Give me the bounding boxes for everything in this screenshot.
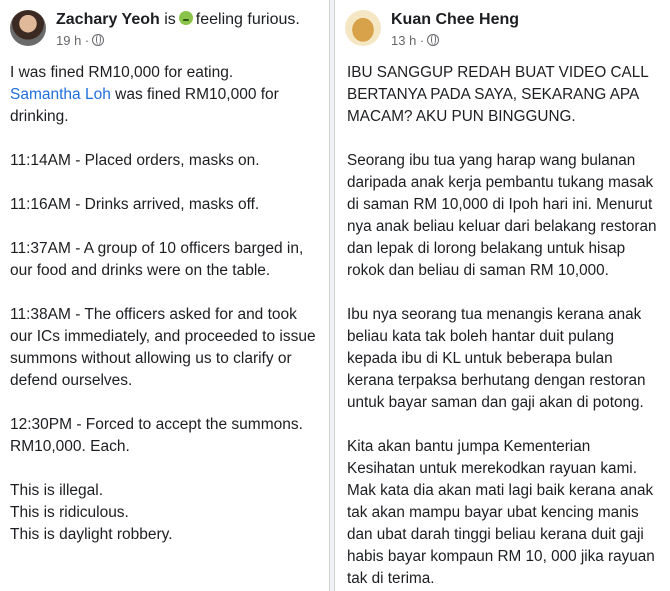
paragraph — [10, 238, 322, 282]
text-line: Kita akan bantu jumpa Kementerian — [347, 438, 591, 455]
text-line: This is daylight robbery. — [10, 526, 173, 543]
paragraph — [10, 150, 322, 172]
paragraph — [10, 304, 322, 392]
furious-face-emoji-icon — [179, 11, 193, 25]
text-line: drinking. — [10, 108, 69, 125]
text-line: 11:14AM - Placed orders, masks on. — [10, 152, 260, 169]
text-fragment: was fined RM10,000 for — [110, 86, 279, 103]
paragraph — [10, 194, 322, 216]
post-time[interactable]: 19 h · — [56, 33, 90, 48]
tagged-user-link[interactable]: Samantha Loh — [10, 86, 111, 103]
text-line: 11:16AM - Drinks arrived, masks off. — [10, 196, 260, 213]
post-meta — [56, 33, 104, 48]
text-line: daripada anak kerja pembantu tukang masak — [347, 174, 654, 191]
post-body — [10, 62, 322, 546]
text-line: BERTANYA PADA SAYA, SEKARANG APA — [347, 86, 640, 103]
post-body — [347, 62, 665, 590]
text-line: untuk bayar saman dan gaji akan di potong. — [347, 394, 644, 411]
post-meta — [391, 33, 439, 48]
text-line: our ICs immediately, and proceeded to issue — [10, 328, 316, 345]
text-line: rokok dan beliau di saman RM 10,000. — [347, 262, 609, 279]
paragraph — [10, 62, 322, 128]
avatar[interactable] — [10, 10, 46, 46]
globe-icon[interactable] — [427, 34, 439, 46]
author-name[interactable]: Zachary Yeoh — [56, 11, 160, 28]
text-line: RM10,000. Each. — [10, 438, 130, 455]
text-line: tak di terima. — [347, 570, 435, 587]
text-line: Seorang ibu tua yang harap wang bulanan — [347, 152, 636, 169]
text-line: I was fined RM10,000 for eating. — [10, 64, 234, 81]
right-post — [334, 0, 670, 591]
text-line: di saman RM 10,000 di Ipoh hari ini. Menurut — [347, 196, 653, 213]
text-line: defend ourselves. — [10, 372, 133, 389]
paragraph — [347, 62, 665, 128]
post-time[interactable]: 13 h · — [391, 33, 425, 48]
text-line: 11:38AM - The officers asked for and took — [10, 306, 297, 323]
paragraph — [347, 150, 665, 282]
text-line: This is ridiculous. — [10, 504, 129, 521]
text-line: MACAM? AKU PUN BINGGUNG. — [347, 108, 576, 125]
text-line: Ibu nya seorang tua menangis kerana anak — [347, 306, 642, 323]
text-line: our food and drinks were on the table. — [10, 262, 271, 279]
text-line: beliau kata tak boleh hantar duit pulang — [347, 328, 615, 345]
text-line — [10, 84, 322, 106]
text-line: nya anak beliau keluar dari belakang restoran — [347, 218, 657, 235]
author-line — [391, 11, 519, 29]
text-line: kerana terpaksa berhutang dengan restoran — [347, 372, 646, 389]
globe-icon[interactable] — [92, 34, 104, 46]
text-line: This is illegal. — [10, 482, 104, 499]
is-text: is — [164, 11, 176, 28]
author-name[interactable]: Kuan Chee Heng — [391, 11, 520, 28]
text-line: 12:30PM - Forced to accept the summons. — [10, 416, 303, 433]
text-line: habis bayar kompaun RM 10, 000 jika rayuan — [347, 548, 655, 565]
text-line: IBU SANGGUP REDAH BUAT VIDEO CALL — [347, 64, 649, 81]
feeling-text: feeling furious. — [195, 11, 300, 28]
left-post — [0, 0, 330, 591]
author-line — [56, 11, 300, 29]
paragraph — [10, 414, 322, 458]
avatar[interactable] — [345, 10, 381, 46]
text-line: dan lepak di lorong belakang untuk hisap — [347, 240, 626, 257]
text-line: kepada ibu di KL untuk beberapa bulan — [347, 350, 613, 367]
text-line: 11:37AM - A group of 10 officers barged in, — [10, 240, 304, 257]
paragraph — [347, 436, 665, 590]
text-line: Mak kata dia akan mati lagi baik kerana anak — [347, 482, 654, 499]
text-line: tak akan mampu bayar ubat kencing manis — [347, 504, 639, 521]
text-line: summons without allowing us to clarify or — [10, 350, 292, 367]
paragraph — [347, 304, 665, 414]
text-line: Kesihatan untuk merekodkan rayuan kami. — [347, 460, 637, 477]
text-line: dan ubat darah tinggi beliau kerana duit gaji — [347, 526, 644, 543]
paragraph — [10, 480, 322, 546]
